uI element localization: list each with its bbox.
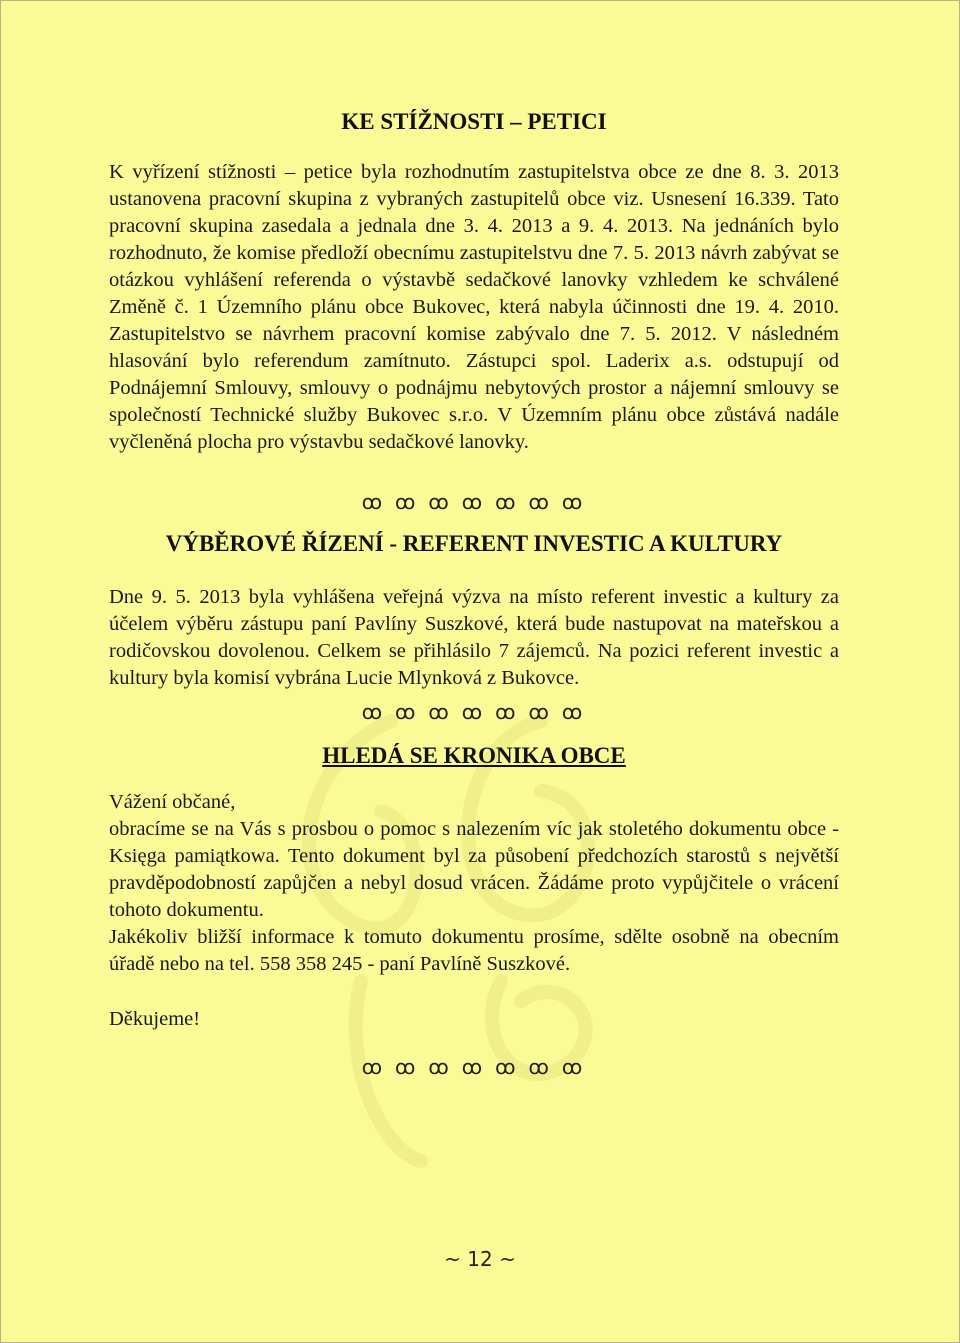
section-title-vyberove-rizeni: VÝBĚROVÉ ŘÍZENÍ - REFERENT INVESTIC A KULTURY [165,531,783,556]
section-text-vyberove-rizeni: Dne 9. 5. 2013 byla vyhlášena veřejná výzva na místo referent investic a kultury za účelem výběru zástupu paní Pavlíny Suszkové, která bude nastupovat na mateřskou a rodičovskou dovolenou. Celkem se přihlásilo 7 zájemců. Na pozici referent investic a kultury byla komisí vybrána Lucie Mlynková z Bukovce. [109,586,839,689]
section-kronika-body [109,789,839,978]
section-title-petice: KE STÍŽNOSTI – PETICI [341,109,607,134]
section-title-kronika: HLEDÁ SE KRONIKA OBCE [322,743,626,768]
ornament-divider: ꝏ ꝏ ꝏ ꝏ ꝏ ꝏ ꝏ [361,1057,587,1079]
section-text-petice: K vyřízení stížnosti – petice byla rozhodnutím zastupitelstva obce ze dne 8. 3. 2013 ustanovena pracovní skupina z vybraných zastupitelů obce viz. Usnesení 16.339. Tato pracovní skupina zasedala a jednala dne 3. 4. 2013 a 9. 4. 2013. Na jednáních bylo rozhodnuto, že komise předloží obecnímu zastupitelstvu dne 7. 5. 2013 návrh zabývat se otázkou vyhlášení referenda o výstavbě sedačkové lanovky vzhledem ke schválené Změně č. 1 Územního plánu obce Bukovec, která nabyla účinnosti dne 19. 4. 2010. Zastupitelstvo se návrhem pracovní komise zabývalo dne 7. 5. 2012. V následném hlasování bylo referendum zamítnuto. Zástupci spol. Laderix a.s. odstupují od Podnájemní Smlouvy, smlouvy o podnájmu nebytových prostor a nájemní smlouvy se společností Technické služby Bukovec s.r.o. V Územním plánu obce zůstává nadále vyčleněná plocha pro výstavbu sedačkové lanovky. [109,161,839,453]
page-number: ~ 12 ~ [444,1247,516,1271]
closing-thanks: Děkujeme! [109,1008,201,1030]
section-text-kronika: obracíme se na Vás s prosbou o pomoc s nalezením víc jak stoletého dokumentu obce - Księga pamiątkowa. Tento dokument byl za působení předchozích starostů s největší pravděpodobností zapůjčen a nebyl dosud vrácen. Žádáme proto vypůjčitele o vrácení tohoto dokumentu. [109,818,839,921]
page-content [109,1,839,1080]
ornament-divider: ꝏ ꝏ ꝏ ꝏ ꝏ ꝏ ꝏ [361,702,587,724]
greeting: Vážení občané, [109,791,236,813]
ornament-divider: ꝏ ꝏ ꝏ ꝏ ꝏ ꝏ ꝏ [361,492,587,514]
section-text-kronika-contact: Jakékoliv bližší informace k tomuto dokumentu prosíme, sdělte osobně na obecním úřadě nebo na tel. 558 358 245 - paní Pavlíně Suszkové. [109,926,839,975]
